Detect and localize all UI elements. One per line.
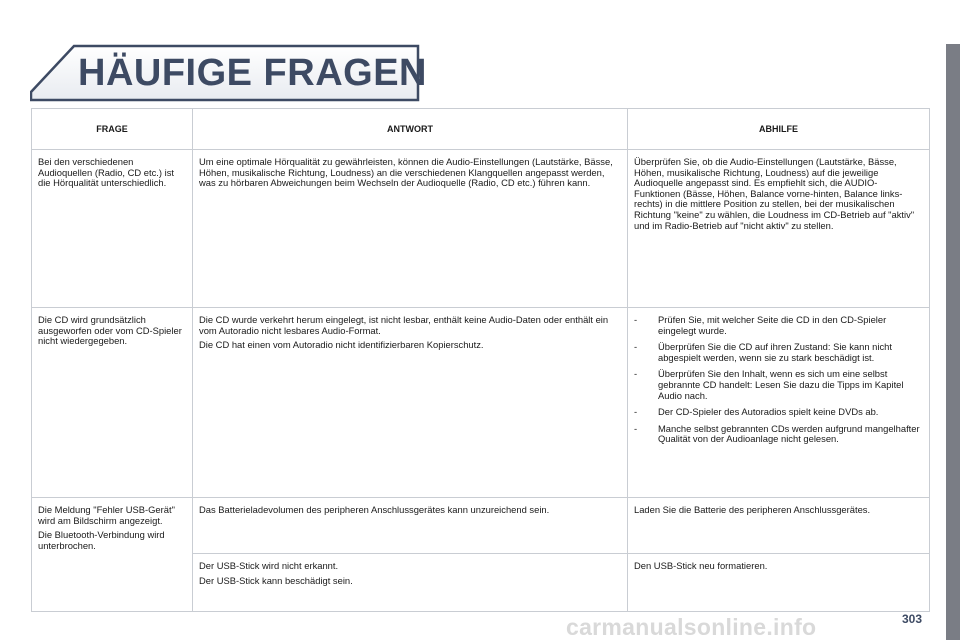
list-item-text: Prüfen Sie, mit welcher Seite die CD in den CD-Spieler eingelegt wurde. — [658, 314, 887, 336]
list-item — [634, 342, 923, 363]
dash-marker: - — [634, 314, 638, 325]
dash-marker: - — [634, 341, 638, 353]
abhilfe-cell — [628, 554, 930, 612]
antwort-cell — [193, 498, 628, 554]
abhilfe-cell — [628, 150, 930, 308]
dash-marker: - — [634, 368, 638, 380]
frage-cell — [32, 308, 193, 498]
list-item — [634, 407, 923, 418]
dash-marker: - — [634, 422, 638, 434]
dash-marker: - — [634, 406, 638, 418]
table-row — [32, 498, 930, 554]
abhilfe-text: Den USB-Stick neu formatieren. — [634, 560, 768, 571]
faq-table — [31, 108, 930, 612]
list-item-text: Manche selbst gebrannten CDs werden aufgrund mangelhafter Qualität von der Audioanlage nicht gelesen. — [658, 422, 920, 445]
frage-text: Die Bluetooth-Verbindung wird unterbrochen. — [38, 529, 165, 551]
frage-text: Die CD wird grundsätzlich ausgeworfen oder vom CD-Spieler nicht wiedergegeben. — [38, 314, 182, 347]
antwort-cell — [193, 308, 628, 498]
abhilfe-list — [634, 315, 923, 445]
abhilfe-cell — [628, 498, 930, 554]
list-item-text: Der CD-Spieler des Autoradios spielt keine DVDs ab. — [658, 406, 879, 418]
side-tab-bar — [946, 44, 960, 640]
antwort-text: Der USB-Stick wird nicht erkannt. — [199, 560, 339, 571]
table-row — [32, 308, 930, 498]
antwort-cell — [193, 150, 628, 308]
antwort-text: Das Batterieladevolumen des peripheren Anschlussgerätes kann unzureichend sein. — [199, 504, 550, 515]
frage-text: Die Meldung "Fehler USB-Gerät" wird am Bildschirm angezeigt. — [38, 504, 175, 526]
antwort-text: Die CD wurde verkehrt herum eingelegt, ist nicht lesbar, enthält keine Audio-Daten oder enthält ein vom Autoradio nicht lesbares Audio-Format. — [199, 314, 609, 336]
list-item-text: Überprüfen Sie den Inhalt, wenn es sich um eine selbst gebrannte CD handelt: Lesen Sie dazu die Tipps im Kapitel Audio nach. — [658, 368, 904, 401]
antwort-text: Die CD hat einen vom Autoradio nicht identifizierbaren Kopierschutz. — [199, 339, 484, 351]
abhilfe-text: Laden Sie die Batterie des peripheren Anschlussgerätes. — [634, 504, 871, 515]
page-number: 303 — [902, 612, 923, 626]
list-item — [634, 315, 923, 336]
column-header-abhilfe: ABHILFE — [628, 109, 930, 150]
frage-cell — [32, 498, 193, 612]
page-title: HÄUFIGE FRAGEN — [78, 52, 427, 94]
table-header-row — [32, 109, 930, 150]
frage-text: Bei den verschiedenen Audioquellen (Radio, CD etc.) ist die Hörqualität unterschiedlich. — [38, 156, 175, 189]
frage-cell — [32, 150, 193, 308]
abhilfe-text: Überprüfen Sie, ob die Audio-Einstellungen (Lautstärke, Bässe, Höhen, musikalische Richtung, Loudness) auf die jeweilige Audioquelle angepasst sind. Es empfiehlt sich, die AUDIO-Funktionen (Bässe, Höhen, Balance vorne-hinten, Balance links-rechts) in die mittlere Position zu stellen, bei der musikalischen Richtung "keine" zu wählen, die Loudness im CD-Betrieb auf "aktiv" und im Radio-Betrieb auf "nicht aktiv" zu stellen. — [634, 156, 915, 231]
list-item-text: Überprüfen Sie die CD auf ihren Zustand: Sie kann nicht abgespielt werden, wenn sie zu stark beschädigt ist. — [658, 341, 892, 363]
antwort-cell — [193, 554, 628, 612]
table-row — [32, 150, 930, 308]
antwort-text: Um eine optimale Hörqualität zu gewährleisten, können die Audio-Einstellungen (Lautstärke, Bässe, Höhen, musikalische Richtung, Loudness) an die verschiedenen Klangquellen angepasst werden, was zu hörbaren Abweichungen beim Wechseln der Audioquelle (Radio, CD etc.) führen kann. — [199, 156, 613, 189]
column-header-antwort: ANTWORT — [193, 109, 628, 150]
list-item — [634, 369, 923, 401]
abhilfe-cell — [628, 308, 930, 498]
antwort-text: Der USB-Stick kann beschädigt sein. — [199, 574, 353, 586]
column-header-frage: FRAGE — [32, 109, 193, 150]
list-item — [634, 424, 923, 445]
watermark-text: carmanualsonline.info — [566, 614, 817, 640]
